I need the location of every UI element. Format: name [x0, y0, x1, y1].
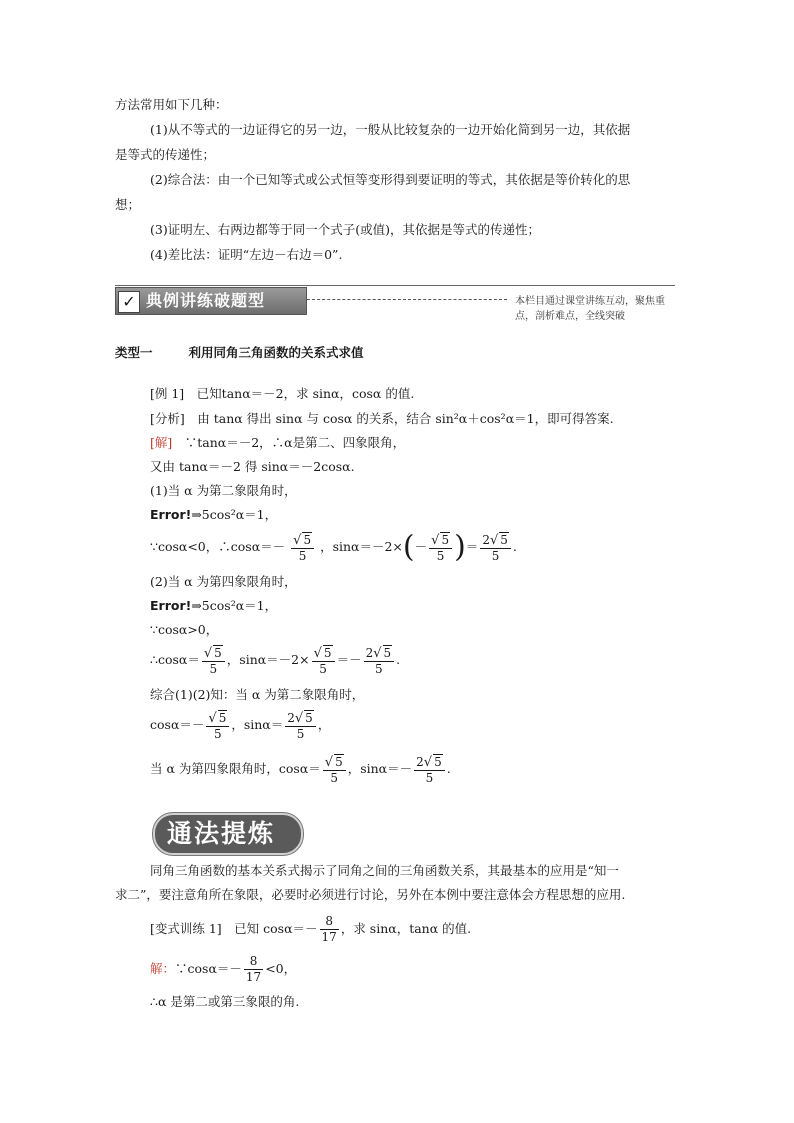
intro-line-3: (2)综合法：由一个已知等式或公式恒等变形得到要证明的等式，其依据是等价转化的思: [150, 172, 631, 187]
banner-box: [115, 287, 307, 315]
solution-line-2: 又由 tanα＝－2 得 sinα＝－2cosα.: [150, 459, 355, 474]
error-text: Error!: [150, 507, 192, 522]
variant-solution-2: ∴α 是第二或第三象限的角.: [150, 994, 300, 1009]
case1-result: ∵cosα<0，∴cosα＝－ $\frac{√ 5}{5}$ ，sinα＝－2×(－ $\frac{√ 5}{5}$ )＝ $\frac{2√ 5}{5}$ .: [150, 529, 517, 565]
method-summary-title: 通法提炼: [167, 819, 276, 848]
banner-note: 本栏目通过课堂讲练互动，聚焦重点，剖析难点，全线突破: [515, 296, 665, 322]
type-label: 类型一: [115, 345, 153, 360]
case1-eq: Error!⇒5cos²α＝1，: [150, 507, 278, 522]
intro-line-6: (4)差比法：证明“左边－右边＝0”.: [150, 247, 343, 262]
intro-line-0: 方法常用如下几种：: [115, 97, 228, 112]
summary-result-1: cosα＝－ $\frac{√ 5}{5}$ ，sinα＝ $\frac{2√ 5}{5}$ ，: [150, 710, 331, 741]
method-para-2: 求二”，要注意角所在象限，必要时必须进行讨论，另外在本例中要注意体会方程思想的应用.: [115, 887, 626, 902]
case2-condition: ∵cosα>0，: [150, 622, 219, 637]
intro-line-1: (1)从不等式的一边证得它的另一边，一般从比较复杂的一边开始化简到另一边，其依据: [150, 122, 631, 137]
variant-solution-1: 解：∵cosα＝－ $\frac{8}{17}$ <0，: [150, 954, 297, 984]
summary-line: 综合(1)(2)知：当 α 为第二象限角时，: [150, 687, 365, 702]
summary-result-2: 当 α 为第四象限角时，cosα＝ $\frac{√ 5}{5}$ ，sinα＝－ $\frac{2√ 5}{5}$ .: [150, 754, 451, 785]
variant-solution-tag: 解：: [150, 961, 176, 976]
banner-title: 典例讲练破题型: [146, 291, 266, 310]
intro-line-5: (3)证明左、右两边都等于同一个式子(或值)，其依据是等式的传递性；: [150, 222, 540, 237]
case2-heading: (2)当 α 为第四象限角时，: [150, 574, 297, 589]
banner-dash: [307, 299, 507, 300]
method-para-1: 同角三角函数的基本关系式揭示了同角之间的三角函数关系，其最基本的应用是“知一: [150, 863, 619, 878]
case2-result: ∴cosα＝ $\frac{√ 5}{5}$ ，sinα＝－2× $\frac{√ 5}{5}$ ＝－ $\frac{2√ 5}{5}$ .: [150, 645, 401, 676]
section-top-rule: [115, 285, 675, 286]
intro-line-4: 想；: [115, 197, 141, 212]
intro-line-2: 是等式的传递性；: [115, 147, 216, 162]
example-question: [例 1] 已知tanα＝－2，求 sinα，cosα 的值.: [150, 386, 415, 401]
solution-line-1: [解] ∵tanα＝－2，∴α是第二、四象限角，: [150, 435, 406, 450]
method-summary-badge: [153, 813, 303, 853]
solution-tag: [解]: [150, 435, 173, 450]
fraction: $\frac{√ 5}{5}$: [291, 532, 314, 564]
check-icon: ✓: [118, 291, 140, 313]
example-analysis: [分析] 由 tanα 得出 sinα 与 cosα 的关系，结合 sin²α＋cos²α＝1，即可得答案.: [150, 411, 614, 426]
type-heading: [115, 344, 364, 362]
variant-question: [变式训练 1] 已知 cosα＝－ $\frac{8}{17}$ ，求 sinα，tanα 的值.: [150, 914, 472, 944]
type-title: 利用同角三角函数的关系式求值: [188, 345, 364, 360]
section-banner: [115, 287, 675, 322]
case1-heading: (1)当 α 为第二象限角时，: [150, 483, 297, 498]
case2-eq: Error!⇒5cos²α＝1，: [150, 598, 278, 613]
